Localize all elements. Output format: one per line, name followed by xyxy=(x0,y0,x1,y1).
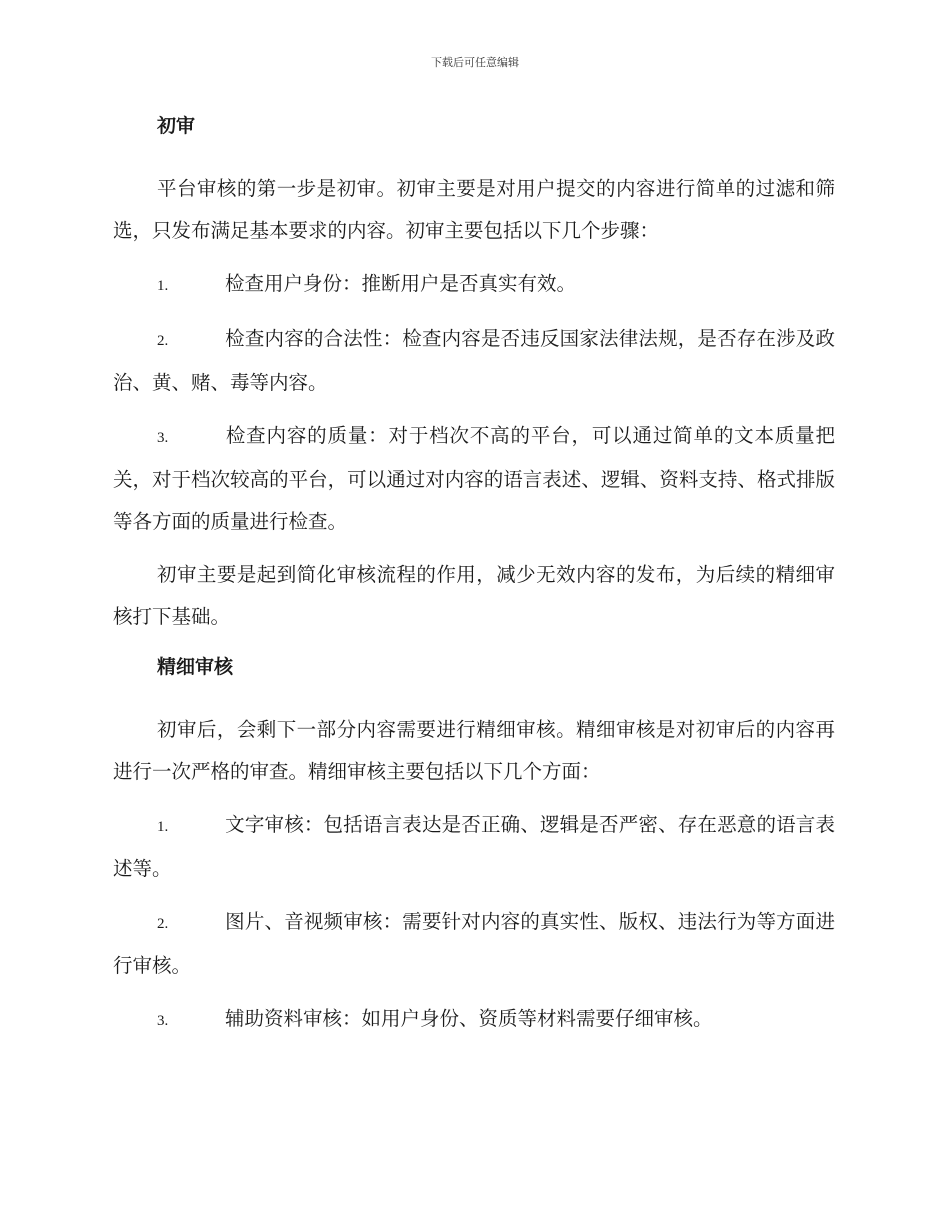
list-text: 文字审核：包括语言表达是否正确、逻辑是否严密、存在恶意的语言表述等。 xyxy=(113,813,835,880)
list-item xyxy=(113,998,835,1042)
list-text: 检查内容的质量：对于档次不高的平台，可以通过简单的文本质量把关，对于档次较高的平台，可以通过对内容的语言表述、逻辑、资料支持、格式排版等各方面的质量进行检查。 xyxy=(113,424,835,533)
paragraph-initial-intro: 平台审核的第一步是初审。初审主要是对用户提交的内容进行简单的过滤和筛选，只发布满足基本要求的内容。初审主要包括以下几个步骤： xyxy=(113,177,835,242)
paragraph-initial-summary: 初审主要是起到简化审核流程的作用，减少无效内容的发布，为后续的精细审核打下基础。 xyxy=(113,563,835,628)
list-text: 图片、音视频审核：需要针对内容的真实性、版权、违法行为等方面进行审核。 xyxy=(113,910,835,977)
list-number: 3. xyxy=(157,1013,169,1029)
page-header: 下载后可任意编辑 xyxy=(431,56,519,69)
list-text: 辅助资料审核：如用户身份、资质等材料需要仔细审核。 xyxy=(225,1007,713,1030)
list-item xyxy=(113,263,835,307)
list-text: 检查内容的合法性：检查内容是否违反国家法律法规，是否存在涉及政治、黄、赌、毒等内容。 xyxy=(113,327,835,394)
list-item xyxy=(113,318,835,404)
section-heading-detailed-review: 精细审核 xyxy=(157,656,234,678)
paragraph-detailed-intro: 初审后，会剩下一部分内容需要进行精细审核。精细审核是对初审后的内容再进行一次严格的审查。精细审核主要包括以下几个方面： xyxy=(113,718,835,783)
list-number: 1. xyxy=(157,819,169,835)
list-number: 3. xyxy=(157,430,169,446)
list-item xyxy=(113,804,835,890)
document-body xyxy=(113,108,835,1053)
list-number: 2. xyxy=(157,333,169,349)
list-item xyxy=(113,415,835,543)
list-item xyxy=(113,901,835,987)
list-number: 2. xyxy=(157,916,169,932)
list-number: 1. xyxy=(157,278,169,294)
section-heading-initial-review: 初审 xyxy=(157,115,196,137)
list-text: 检查用户身份：推断用户是否真实有效。 xyxy=(225,272,577,295)
